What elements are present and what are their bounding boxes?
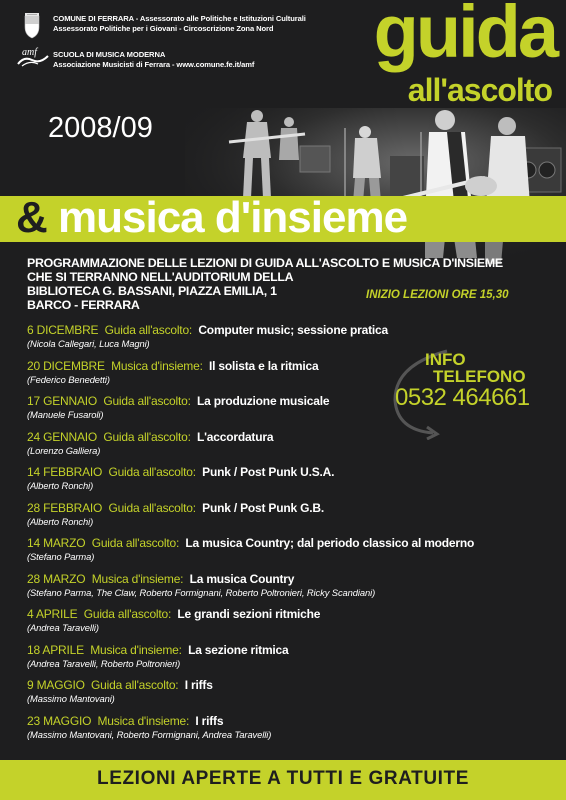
title-guida: guida — [373, 0, 556, 73]
lesson-type: Guida all'ascolto: — [108, 500, 196, 515]
intro-text — [27, 256, 503, 312]
lesson-date: 4 APRILE — [27, 607, 78, 621]
amf-logo-text: amf — [22, 47, 37, 58]
amf-logo-icon — [16, 46, 50, 70]
lesson-date: 23 MAGGIO — [27, 713, 92, 728]
lesson-topic: Le grandi sezioni ritmiche — [177, 607, 321, 621]
lesson-item — [27, 571, 557, 607]
lesson-date: 28 FEBBRAIO — [27, 500, 103, 515]
footer-text: LEZIONI APERTE A TUTTI E GRATUITE — [97, 768, 469, 789]
title-all-ascolto: all'ascolto — [407, 72, 552, 108]
lesson-teachers: (Alberto Ronchi) — [27, 480, 94, 491]
lesson-teachers: (Stefano Parma) — [27, 551, 95, 562]
phone-number: 0532 464661 — [395, 384, 530, 411]
lesson-teachers: (Manuele Fusaroli) — [27, 409, 104, 420]
footer-band — [0, 760, 566, 800]
lesson-date: 20 DICEMBRE — [27, 358, 105, 373]
lesson-teachers: (Nicola Callegari, Luca Magni) — [27, 338, 150, 349]
lesson-type: Guida all'ascolto: — [103, 394, 191, 408]
lesson-type: Guida all'ascolto: — [103, 429, 191, 444]
lesson-item — [27, 500, 557, 536]
lesson-teachers: (Andrea Taravelli, Roberto Poltronieri) — [27, 657, 181, 669]
lesson-item — [27, 713, 557, 749]
lesson-topic: L'accordatura — [197, 429, 274, 444]
lesson-topic: La sezione ritmica — [188, 642, 289, 657]
lesson-item — [27, 322, 557, 358]
lesson-teachers: (Alberto Ronchi) — [27, 515, 94, 527]
lesson-item — [27, 464, 557, 500]
lesson-teachers: (Federico Benedetti) — [27, 373, 110, 385]
lesson-date: 6 DICEMBRE — [27, 323, 99, 337]
lesson-date: 28 MARZO — [27, 571, 86, 586]
title-musica-text: musica d'insieme — [58, 193, 408, 242]
lesson-type: Guida all'ascolto: — [91, 678, 179, 692]
info-label: INFO — [425, 350, 466, 369]
lesson-type: Guida all'ascolto: — [91, 536, 180, 550]
lesson-item — [27, 429, 557, 465]
org-line-1: COMUNE DI FERRARA - Assessorato alle Politiche e Istituzioni Culturali — [53, 14, 306, 23]
phone-label: TELEFONO — [433, 367, 526, 386]
lesson-teachers: (Massimo Mantovani) — [27, 693, 115, 704]
lesson-date: 17 GENNAIO — [27, 394, 98, 408]
title-musica-d-insieme — [16, 193, 407, 243]
crest-icon — [22, 13, 42, 39]
lesson-type: Musica d'insieme: — [91, 571, 184, 586]
lesson-topic: La produzione musicale — [197, 394, 330, 408]
lesson-item — [27, 535, 557, 571]
lesson-topic: Punk / Post Punk U.S.A. — [202, 465, 335, 479]
lesson-topic: La musica Country; dal periodo classico al moderno — [185, 536, 475, 550]
intro-line-3: BIBLIOTECA G. BASSANI, PIAZZA EMILIA, 1 — [27, 284, 277, 298]
lesson-item — [27, 642, 557, 678]
lesson-date: 14 MARZO — [27, 536, 86, 550]
lesson-type: Musica d'insieme: — [90, 642, 182, 657]
lesson-schedule — [27, 322, 557, 748]
lesson-teachers: (Stefano Parma, The Claw, Roberto Formignani, Roberto Poltronieri, Ricky Scandiani) — [27, 586, 376, 598]
lesson-topic: Il solista e la ritmica — [208, 358, 319, 373]
lesson-type: Guida all'ascolto: — [104, 323, 193, 337]
lesson-type: Guida all'ascolto: — [83, 607, 172, 621]
lesson-teachers: (Andrea Taravelli) — [27, 622, 99, 633]
season-year: 2008/09 — [48, 112, 153, 144]
lesson-date: 14 FEBBRAIO — [27, 465, 103, 479]
intro-line-4: BARCO - FERRARA — [27, 298, 140, 312]
lesson-teachers: (Massimo Mantovani, Roberto Formignani, Andrea Taravelli) — [27, 728, 272, 740]
lesson-topic: La musica Country — [189, 571, 295, 586]
lesson-item — [27, 393, 557, 429]
lesson-date: 18 APRILE — [27, 642, 84, 657]
lesson-topic: I riffs — [184, 678, 213, 692]
lesson-type: Musica d'insieme: — [97, 713, 190, 728]
title-ampersand: & — [16, 193, 58, 242]
lesson-type: Musica d'insieme: — [111, 358, 203, 373]
lesson-topic: I riffs — [195, 713, 224, 728]
intro-line-1: PROGRAMMAZIONE DELLE LEZIONI DI GUIDA ALL'ASCOLTO E MUSICA D'INSIEME — [27, 256, 503, 270]
lesson-date: 24 GENNAIO — [27, 429, 98, 444]
start-time: INIZIO LEZIONI ORE 15,30 — [366, 289, 509, 301]
lesson-item — [27, 606, 557, 642]
org-line-2: Assessorato Politiche per i Giovani - Circoscrizione Zona Nord — [53, 24, 274, 33]
lesson-topic: Computer music; sessione pratica — [198, 323, 389, 337]
lesson-teachers: (Lorenzo Galliera) — [27, 444, 101, 456]
org-line-3: SCUOLA DI MUSICA MODERNA — [53, 50, 166, 59]
org-line-4: Associazione Musicisti di Ferrara - www.comune.fe.it/amf — [53, 60, 255, 69]
lesson-topic: Punk / Post Punk G.B. — [202, 500, 324, 515]
lesson-item — [27, 677, 557, 713]
intro-line-2: CHE SI TERRANNO NELL'AUDITORIUM DELLA — [27, 270, 294, 284]
lesson-type: Guida all'ascolto: — [108, 465, 196, 479]
lesson-item — [27, 358, 557, 394]
lesson-date: 9 MAGGIO — [27, 678, 85, 692]
